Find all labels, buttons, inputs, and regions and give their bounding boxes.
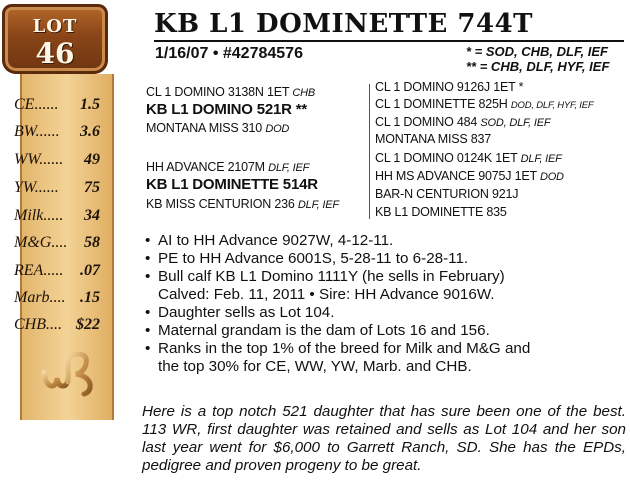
third-gen-3 <box>375 115 550 131</box>
pedigree-name: BAR-N CENTURION 921J <box>375 187 519 201</box>
bullet: • <box>145 268 151 285</box>
note-subtext: Calved: Feb. 11, 2011 • Sire: HH Advance 9016W. <box>158 286 495 303</box>
pedigree-tag: DLF, IEF <box>520 153 562 165</box>
bullet: • <box>145 250 151 267</box>
lot-badge <box>2 4 108 74</box>
designation-legend <box>466 44 609 74</box>
brand-icon <box>38 350 98 398</box>
sire-dam <box>146 121 289 137</box>
epd-row-yw <box>14 179 112 203</box>
pedigree-tag: SOD, DLF, IEF <box>480 117 551 129</box>
note-text: PE to HH Advance 6001S, 5-28-11 to 6-28-11. <box>158 250 469 267</box>
epd-label: BW...... <box>14 123 60 140</box>
dam-sire <box>146 160 309 176</box>
lot-description: Here is a top notch 521 daughter that has sure been one of the best. 113 WR, first daughter was retained and sells as Lot 104 and her son last year went for $6,000 to Garrett Ranch, SD. She has the EPDs, pedigree and proven progeny to be great. <box>142 403 626 474</box>
pedigree-name: CL 1 DOMINO 3138N 1ET <box>146 85 290 99</box>
pedigree-tag: DOD <box>539 171 564 183</box>
dam-dam <box>146 197 339 213</box>
epd-label: WW...... <box>14 151 64 168</box>
pedigree-name: CL 1 DOMINO 0124K 1ET <box>375 151 518 165</box>
bullet: • <box>145 322 151 339</box>
epd-row-marb <box>14 289 112 313</box>
dam-name: KB L1 DOMINETTE 514R <box>146 176 318 193</box>
epd-value: 1.5 <box>80 96 100 113</box>
note-item <box>143 250 623 268</box>
pedigree-tag: DOD, DLF, HYF, IEF <box>510 100 594 111</box>
third-gen-4 <box>375 132 491 147</box>
note-text: Maternal grandam is the dam of Lots 16 and 156. <box>158 322 490 339</box>
note-text: AI to HH Advance 9027W, 4-12-11. <box>158 232 394 249</box>
epd-row-chb <box>14 316 112 340</box>
note-text: Ranks in the top 1% of the breed for Milk and M&G and <box>158 340 531 357</box>
epd-label: CHB.... <box>14 316 62 333</box>
epd-value: .07 <box>80 262 100 279</box>
epd-label: M&G.... <box>14 234 68 251</box>
epd-label: REA..... <box>14 262 64 279</box>
pedigree-tag: DOD <box>265 123 290 135</box>
pedigree-name: HH ADVANCE 2107M <box>146 160 265 174</box>
note-item <box>143 340 623 376</box>
pedigree-tag: DLF, IEF <box>268 162 310 174</box>
note-text: Daughter sells as Lot 104. <box>158 304 335 321</box>
note-item <box>143 268 623 304</box>
epd-label: Marb.... <box>14 289 66 306</box>
pedigree-name: MONTANA MISS 310 <box>146 121 263 135</box>
pedigree-name: KB L1 DOMINETTE 835 <box>375 205 507 219</box>
pedigree-tag: CHB <box>292 87 315 99</box>
third-gen-5 <box>375 151 562 167</box>
third-gen-8 <box>375 205 507 220</box>
epd-value: $22 <box>76 316 100 333</box>
epd-value: .15 <box>80 289 100 306</box>
epd-label: YW...... <box>14 179 59 196</box>
pedigree-name: MONTANA MISS 837 <box>375 132 492 146</box>
bullet: • <box>145 340 151 357</box>
pedigree-divider <box>369 84 370 219</box>
pedigree-name: HH MS ADVANCE 9075J 1ET <box>375 169 537 183</box>
pedigree-name: CL 1 DOMINO 484 <box>375 115 478 129</box>
lot-number: 46 <box>35 37 75 70</box>
third-gen-1 <box>375 80 523 95</box>
epd-label: CE...... <box>14 96 59 113</box>
pedigree-tag: DLF, IEF <box>297 199 339 211</box>
pedigree-name: CL 1 DOMINETTE 825H <box>375 97 508 111</box>
epd-value: 34 <box>84 207 100 224</box>
sire-sire <box>146 85 315 101</box>
epd-label: Milk..... <box>14 207 64 224</box>
epd-value: 3.6 <box>80 123 100 140</box>
note-item <box>143 304 623 322</box>
birth-date-registration: 1/16/07 • #42784576 <box>155 45 303 62</box>
third-gen-7 <box>375 187 518 202</box>
notes-list <box>143 232 623 376</box>
header-divider <box>154 40 624 42</box>
epd-row-rea <box>14 262 112 286</box>
sire-name: KB L1 DOMINO 521R ** <box>146 101 308 118</box>
epd-row-bw <box>14 123 112 147</box>
epd-row-ww <box>14 151 112 175</box>
note-item <box>143 322 623 340</box>
epd-row-ce <box>14 96 112 120</box>
bullet: • <box>145 304 151 321</box>
epd-value: 49 <box>84 151 100 168</box>
note-item <box>143 232 623 250</box>
pedigree-name: CL 1 DOMINO 9126J 1ET * <box>375 80 524 94</box>
legend-line-2: ** = CHB, DLF, HYF, IEF <box>466 59 610 74</box>
epd-value: 75 <box>84 179 100 196</box>
animal-name: KB L1 DOMINETTE 744T <box>154 9 534 39</box>
pedigree-name: KB MISS CENTURION 236 <box>146 197 295 211</box>
note-text: Bull calf KB L1 Domino 1111Y (he sells in February) <box>158 268 505 285</box>
bullet: • <box>145 232 151 249</box>
epd-row-mg <box>14 234 112 258</box>
legend-line-1: * = SOD, CHB, DLF, IEF <box>466 44 608 59</box>
lot-label: LOT <box>32 16 78 37</box>
third-gen-2 <box>375 97 593 113</box>
note-subtext: the top 30% for CE, WW, YW, Marb. and CHB. <box>158 358 472 375</box>
epd-value: 58 <box>84 234 100 251</box>
third-gen-6 <box>375 169 564 185</box>
epd-row-milk <box>14 207 112 231</box>
